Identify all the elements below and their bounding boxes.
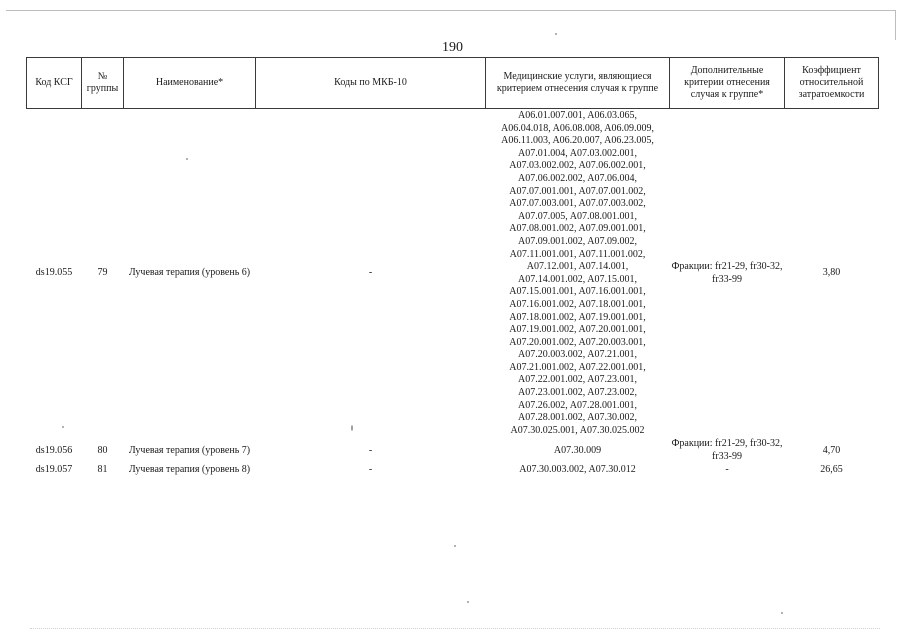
service-code-line: A06.11.003, A06.20.007, A06.23.005,	[501, 135, 654, 147]
service-code-line: A07.15.001.001, A07.16.001.001,	[509, 286, 646, 298]
service-code-line: A07.03.002.002, A07.06.002.001,	[509, 160, 646, 172]
header-coefficient: Коэффициент относительной затратоемкости	[785, 58, 879, 109]
service-code-line: A07.30.003.002, A07.30.012	[519, 463, 636, 475]
cell-coefficient: 26,65	[820, 463, 843, 475]
cell-services	[486, 464, 670, 477]
service-code-line: A06.01.007.001, A06.03.065,	[518, 110, 637, 121]
service-code-line: A07.07.005, A07.08.001.001,	[518, 210, 637, 222]
cell-services	[486, 109, 670, 439]
cell-services	[486, 438, 670, 463]
service-code-line: A07.22.001.002, A07.23.001,	[518, 374, 637, 386]
service-code-line: A07.19.001.002, A07.20.001.001,	[509, 324, 646, 336]
scan-speck	[454, 545, 456, 547]
cell-name: Лучевая терапия (уровень 7)	[128, 444, 251, 456]
table-row	[27, 109, 879, 439]
ksg-table	[26, 57, 879, 476]
service-code-line: A07.16.001.002, A07.18.001.001,	[509, 298, 646, 310]
service-code-line: A07.06.002.002, A07.06.004,	[518, 172, 637, 184]
table-header-row	[27, 58, 879, 109]
header-name: Наименование*	[124, 58, 256, 109]
service-code-line: A07.11.001.001, A07.11.001.002,	[509, 248, 646, 260]
table-row	[27, 438, 879, 463]
service-code-line: A07.14.001.002, A07.15.001,	[518, 273, 637, 285]
service-code-line: A07.08.001.002, A07.09.001.001,	[509, 223, 646, 235]
cell-group-no: 80	[97, 444, 108, 456]
service-code-line: A07.18.001.002, A07.19.001.001,	[509, 311, 646, 323]
service-code-line: A07.20.003.002, A07.21.001,	[518, 349, 637, 361]
cell-name: Лучевая терапия (уровень 8)	[128, 463, 251, 475]
service-code-line: A07.21.001.002, A07.22.001.001,	[509, 361, 646, 373]
service-code-line: A06.04.018, A06.08.008, A06.09.009,	[500, 122, 655, 134]
scan-speck	[62, 426, 64, 428]
header-extra-criteria: Дополнительные критерии отнесения случая к группе*	[670, 58, 785, 109]
cell-extra-criteria: Фракции: fr21-29, fr30-32, fr33-99	[671, 438, 783, 463]
cell-code: ds19.056	[35, 444, 73, 456]
cell-group-no: 79	[97, 267, 108, 279]
service-code-line: A07.30.009	[553, 444, 602, 456]
cell-group-no: 81	[97, 463, 108, 475]
cell-extra-criteria: -	[725, 463, 729, 475]
service-code-line: A07.09.001.002, A07.09.002,	[518, 235, 637, 247]
table-row	[27, 464, 879, 477]
page-number: 190	[442, 40, 463, 55]
service-code-line: A07.26.002, A07.28.001.001,	[518, 399, 637, 411]
scan-bottom-noise	[30, 628, 880, 630]
header-icd-codes: Коды по МКБ-10	[256, 58, 486, 109]
cell-code: ds19.057	[35, 463, 73, 475]
service-code-line: A07.01.004, A07.03.002.001,	[518, 147, 637, 159]
service-code-line: A07.20.001.002, A07.20.003.001,	[509, 336, 646, 348]
scan-speck	[351, 425, 353, 431]
table-body	[27, 109, 879, 477]
cell-name: Лучевая терапия (уровень 6)	[128, 267, 251, 279]
cell-icd-codes: -	[368, 267, 373, 279]
service-code-line: A07.23.001.002, A07.23.002,	[518, 387, 637, 399]
cell-icd-codes: -	[368, 463, 373, 475]
cell-icd-codes: -	[368, 444, 373, 456]
scan-speck	[781, 612, 783, 614]
service-code-line: A07.30.025.001, A07.30.025.002	[510, 424, 645, 436]
scan-speck	[467, 601, 469, 603]
scan-right-border	[895, 10, 896, 40]
service-code-line: A07.07.001.001, A07.07.001.002,	[509, 185, 646, 197]
service-code-line: A07.12.001, A07.14.001,	[526, 261, 629, 273]
cell-coefficient: 3,80	[822, 267, 841, 279]
header-services: Медицинские услуги, являющиеся критерием отнесения случая к группе	[486, 58, 670, 109]
scan-top-border	[6, 10, 896, 11]
service-code-line: A07.07.003.001, A07.07.003.002,	[509, 198, 646, 210]
cell-code: ds19.055	[35, 267, 73, 279]
scan-speck	[186, 158, 188, 160]
cell-extra-criteria: Фракции: fr21-29, fr30-32, fr33-99	[671, 261, 783, 285]
service-code-line: A07.28.001.002, A07.30.002,	[518, 412, 637, 424]
header-code: Код КСГ	[27, 58, 82, 109]
header-group-no: № группы	[82, 58, 124, 109]
scan-speck	[555, 33, 557, 35]
cell-coefficient: 4,70	[822, 444, 841, 456]
